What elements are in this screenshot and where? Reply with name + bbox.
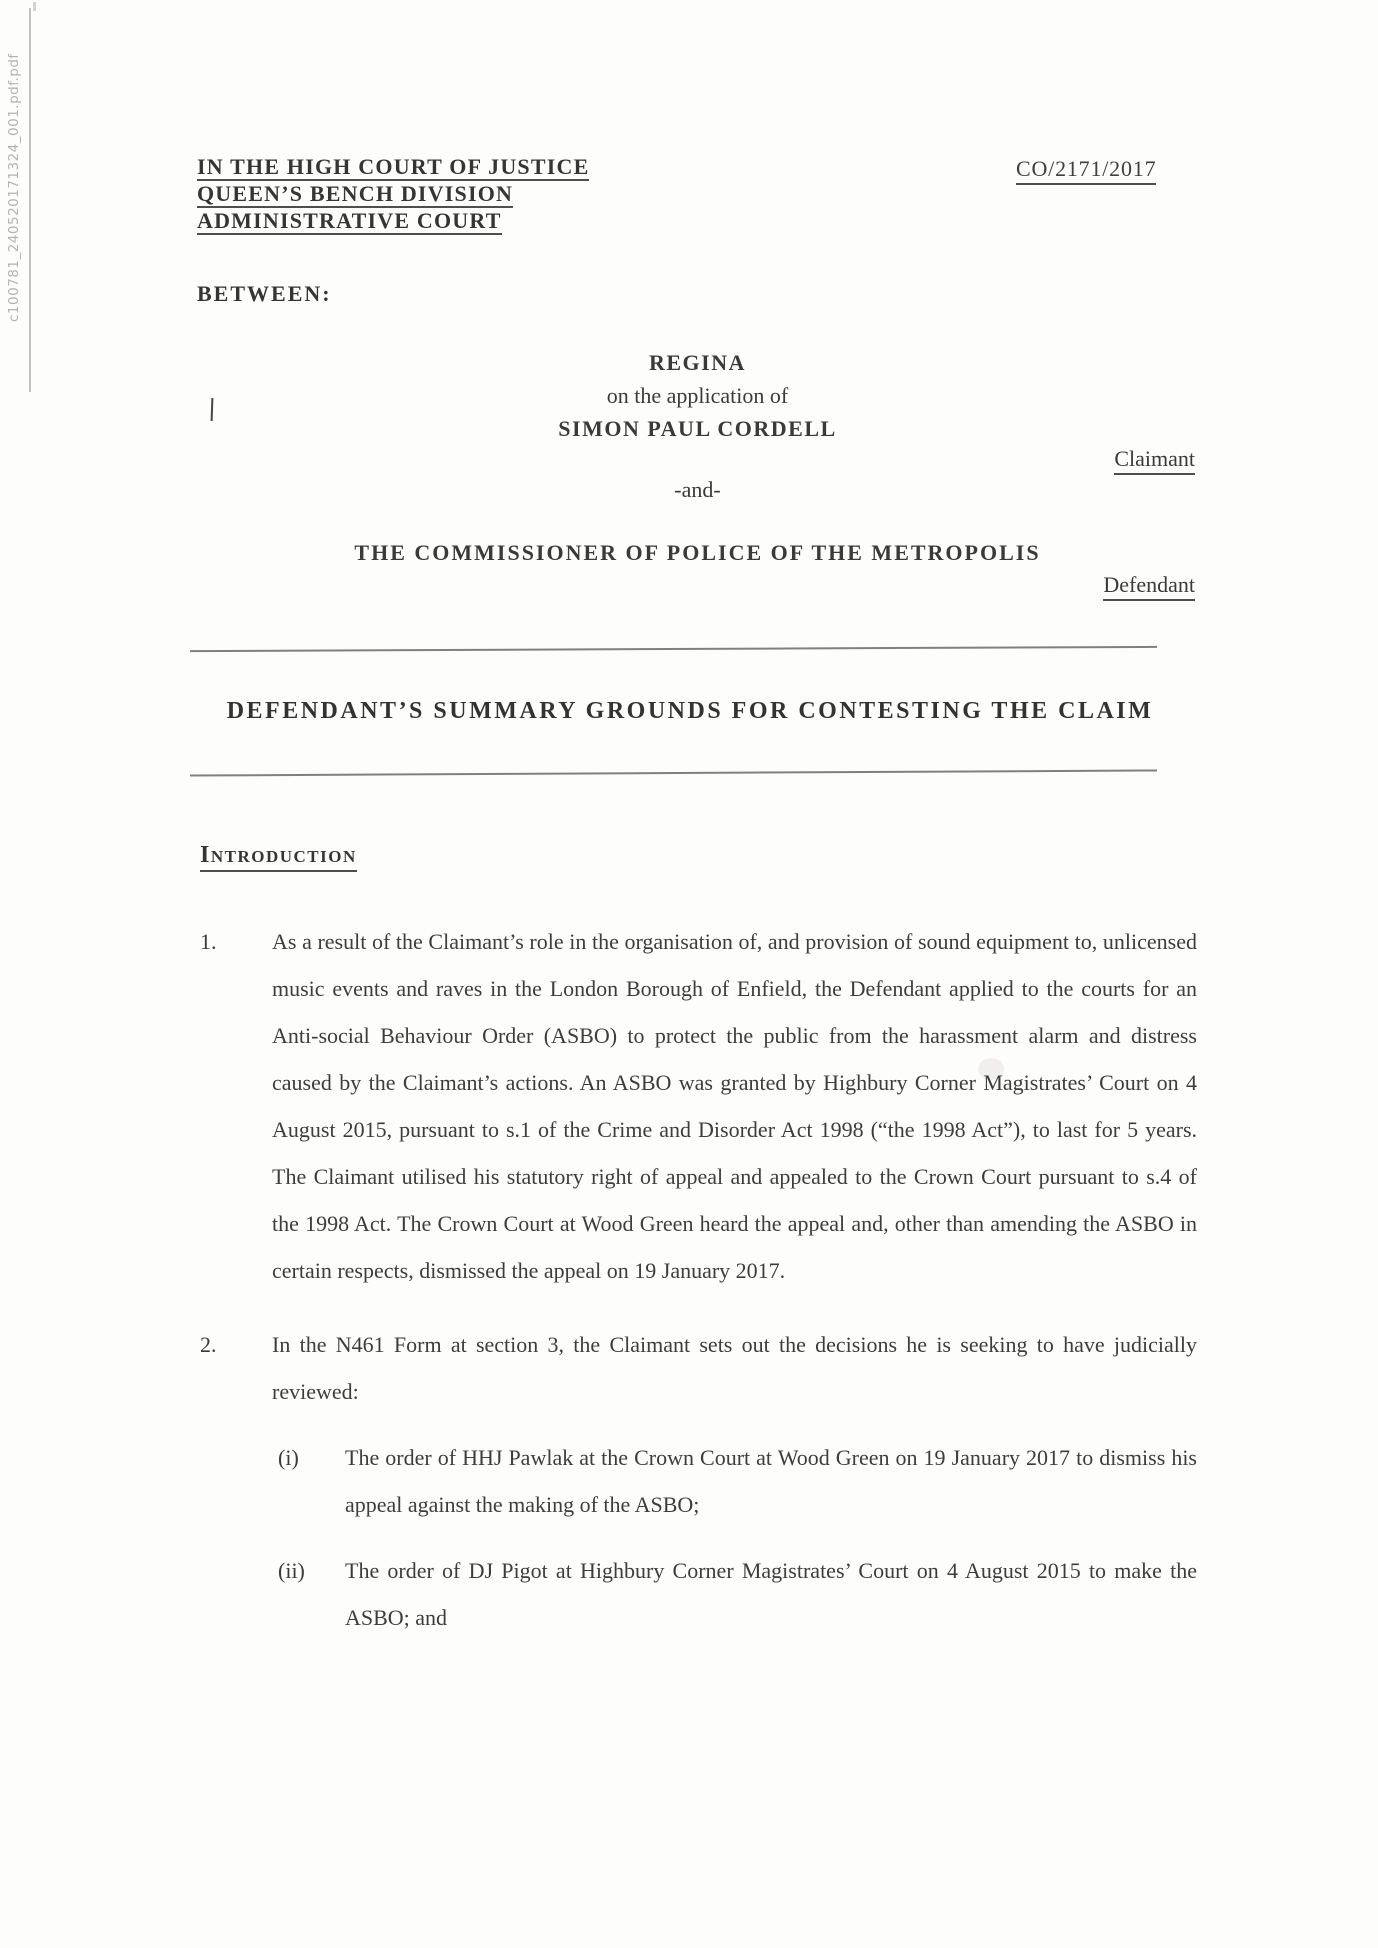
paragraph-2-number: 2. bbox=[200, 1332, 217, 1357]
paragraph-1 bbox=[200, 918, 1197, 1294]
scan-edge-tick bbox=[33, 2, 36, 11]
section-heading-introduction: Introduction bbox=[200, 842, 357, 872]
list-item-ii bbox=[200, 1547, 1197, 1641]
list-item-ii-marker: (ii) bbox=[278, 1558, 305, 1583]
title-rule-top bbox=[190, 646, 1157, 652]
paragraph-2 bbox=[200, 1321, 1197, 1415]
paragraph-2-text: In the N461 Form at section 3, the Claimant sets out the decisions he is seeking to have judicially reviewed: bbox=[272, 1332, 1197, 1404]
defendant-role-text: Defendant bbox=[1103, 572, 1195, 601]
party-regina: REGINA bbox=[648, 350, 746, 375]
scan-filename-label: c100781_240520171324_001.pdf.pdf bbox=[6, 53, 22, 322]
case-number: CO/2171/2017 bbox=[1016, 156, 1156, 185]
title-rule-bottom bbox=[190, 769, 1157, 776]
defendant-role-label bbox=[200, 572, 1195, 601]
list-item-i bbox=[200, 1434, 1197, 1528]
party-defendant-name: THE COMMISSIONER OF POLICE OF THE METROPOLIS bbox=[354, 540, 1041, 565]
paragraph-1-text: As a result of the Claimant’s role in the organisation of, and provision of sound equipment to, unlicensed music events and raves in the London Borough of Enfield, the Defendant applied to the courts for an Anti-social Behaviour Order (ASBO) to protect the public from the harassment alarm and distress caused by the Claimant’s actions. An ASBO was granted by Highbury Corner Magistrates’ Court on 4 August 2015, pursuant to s.1 of the Crime and Disorder Act 1998 (“the 1998 Act”), to last for 5 years. The Claimant utilised his statutory right of appeal and appealed to the Crown Court pursuant to s.4 of the 1998 Act. The Crown Court at Wood Green heard the appeal and, other than amending the ASBO in certain respects, dismissed the appeal on 19 January 2017. bbox=[272, 929, 1197, 1283]
document-body bbox=[200, 918, 1197, 1641]
claimant-role-label bbox=[200, 446, 1195, 475]
court-name-line-3: ADMINISTRATIVE COURT bbox=[197, 208, 502, 233]
list-item-ii-text: The order of DJ Pigot at Highbury Corner Magistrates’ Court on 4 August 2015 to make the ASBO; and bbox=[345, 1558, 1197, 1630]
paragraph-1-number: 1. bbox=[200, 929, 217, 954]
and-separator: -and- bbox=[674, 477, 721, 502]
court-name-line-2: QUEEN’S BENCH DIVISION bbox=[197, 181, 514, 206]
court-name-line-1: IN THE HIGH COURT OF JUSTICE bbox=[197, 154, 590, 179]
between-label: BETWEEN: bbox=[197, 281, 332, 306]
claimant-role-text: Claimant bbox=[1114, 446, 1195, 475]
party-application-line: on the application of bbox=[606, 383, 789, 408]
court-header bbox=[197, 156, 589, 237]
list-item-i-marker: (i) bbox=[278, 1445, 299, 1470]
party-claimant-name: SIMON PAUL CORDELL bbox=[558, 416, 837, 441]
scan-edge-line bbox=[29, 8, 31, 392]
list-item-i-text: The order of HHJ Pawlak at the Crown Court at Wood Green on 19 January 2017 to dismiss his appeal against the making of the ASBO; bbox=[345, 1445, 1197, 1517]
document-title: DEFENDANT’S SUMMARY GROUNDS FOR CONTESTING THE CLAIM bbox=[226, 698, 1154, 724]
